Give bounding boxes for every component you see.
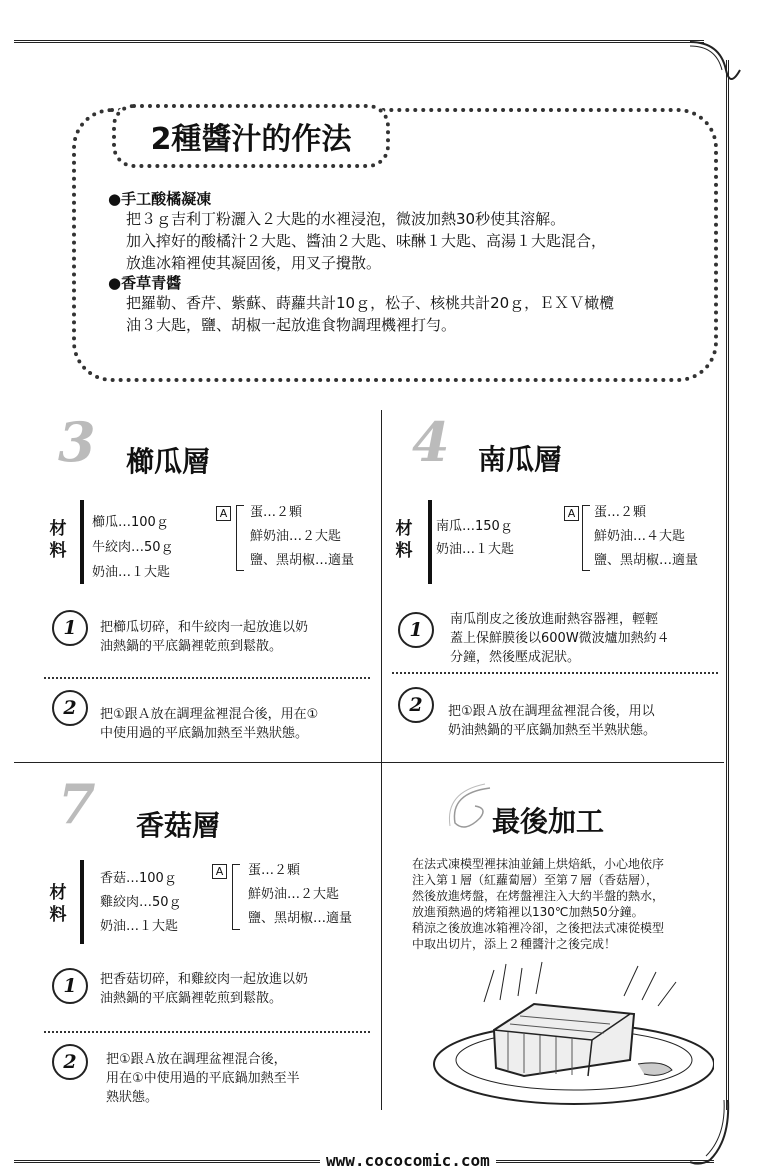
sauce1-line: 加入搾好的酸橘汁２大匙、醬油２大匙、味醂１大匙、高湯１大匙混合， [126,232,607,250]
group-item: 鹽、黑胡椒…適量 [594,553,699,568]
sauce1-line: 把３ｇ吉利丁粉灑入２大匙的水裡浸泡，微波加熱30秒使其溶解。 [126,210,566,228]
section-number: 7 [58,772,96,836]
swirl-decoration-icon [440,778,500,838]
ingredients-bar [80,500,84,584]
watermark: www.cococomic.com [320,1151,496,1171]
finish-text: 稍涼之後放進冰箱裡冷卻，之後把法式凍從模型 [412,921,665,935]
terrine-plate-illustration [424,960,714,1110]
step-text: 蓋上保鮮膜後以600W微波爐加熱約４ [450,631,670,646]
grid-horizontal-divider [14,762,724,763]
step-text: 把香菇切碎，和雞絞肉一起放進以奶 [100,972,309,987]
ingredients-label: 材料 [49,883,67,925]
frame-corner-ornament-bottom [690,1100,750,1170]
group-item: 鮮奶油…２大匙 [248,887,340,902]
group-a-tag: A [564,506,579,521]
ingredients-label: 材料 [395,519,413,561]
finish-text: 在法式凍模型裡抹油並鋪上烘焙紙，小心地依序 [412,857,665,871]
group-item: 蛋…２顆 [248,863,301,878]
step-text: 分鐘，然後壓成泥狀。 [450,650,581,665]
group-a-tag: A [216,506,231,521]
grid-vertical-divider [381,410,382,1110]
ingredient-item: 香菇…100ｇ [100,871,177,886]
ingredient-item: 奶油…１大匙 [436,542,515,557]
section-number: 4 [412,410,450,474]
sauce1-title: ●手工酸橘凝凍 [108,190,212,208]
ingredient-item: 奶油…１大匙 [92,565,171,580]
group-item: 鮮奶油…２大匙 [250,529,342,544]
step-text: 油熱鍋的平底鍋裡乾煎到鬆散。 [100,991,283,1006]
sauce2-line: 油３大匙，鹽、胡椒一起放進食物調理機裡打勻。 [126,316,457,334]
ingredient-item: 雞絞肉…50ｇ [100,895,182,910]
group-bracket [582,505,590,571]
group-item: 鹽、黑胡椒…適量 [250,553,355,568]
page-frame-right [726,60,729,1110]
ingredients-label: 材料 [49,519,67,561]
section-number: 3 [58,410,96,474]
step-divider [392,672,718,674]
ingredients-bar [80,860,84,944]
group-item: 蛋…２顆 [594,505,647,520]
group-bracket [236,505,244,571]
step-divider [44,677,370,679]
step-text: 把①跟Ａ放在調理盆裡混合後，用在① [100,707,319,722]
group-item: 鮮奶油…４大匙 [594,529,686,544]
frame-corner-ornament-top [690,30,750,90]
step-1-icon: 1 [52,968,88,1004]
sauce2-line: 把羅勒、香芹、紫蘇、蒔蘿共計10ｇ，松子、核桃共計20ｇ，ＥＸＶ橄欖 [126,294,615,312]
step-1-icon: 1 [52,610,88,646]
finish-text: 然後放進烤盤，在烤盤裡注入大約半盤的熱水， [412,889,665,903]
step-2-icon: 2 [52,690,88,726]
group-a-tag: A [212,864,227,879]
finish-text: 注入第１層（紅蘿蔔層）至第７層（香菇層）， [412,873,659,887]
sauce-title: 2種醬汁的作法 [112,104,390,168]
group-item: 蛋…２顆 [250,505,303,520]
group-item: 鹽、黑胡椒…適量 [248,911,353,926]
step-text: 中使用過的平底鍋加熱至半熟狀態。 [100,726,309,741]
section-title: 櫛瓜層 [126,445,211,478]
ingredients-bar [428,500,432,584]
sauce2-title: ●香草青醬 [108,274,182,292]
step-text: 用在①中使用過的平底鍋加熱至半 [106,1071,300,1086]
section-title: 香菇層 [136,809,221,842]
step-text: 把櫛瓜切碎，和牛絞肉一起放進以奶 [100,620,309,635]
ingredient-item: 櫛瓜…100ｇ [92,515,169,530]
ingredient-item: 奶油…１大匙 [100,919,179,934]
step-1-icon: 1 [398,612,434,648]
step-text: 南瓜削皮之後放進耐熱容器裡，輕輕 [450,612,659,627]
ingredient-item: 牛絞肉…50ｇ [92,540,174,555]
ingredient-item: 南瓜…150ｇ [436,519,513,534]
section-title: 最後加工 [492,805,605,838]
finish-text: 放進預熱過的烤箱裡以130℃加熱50分鐘。 [412,905,644,919]
step-2-icon: 2 [398,687,434,723]
step-text: 奶油熱鍋的平底鍋加熱至半熟狀態。 [448,723,657,738]
step-text: 熟狀態。 [106,1090,159,1105]
step-text: 把①跟Ａ放在調理盆裡混合後， [106,1052,287,1067]
finish-text: 中取出切片，添上２種醬汁之後完成！ [412,937,617,951]
section-title: 南瓜層 [478,443,563,476]
page-frame-top [14,40,704,43]
step-2-icon: 2 [52,1044,88,1080]
group-bracket [232,864,240,930]
step-divider [44,1031,370,1033]
sauce1-line: 放進冰箱裡使其凝固後，用叉子攪散。 [126,254,382,272]
step-text: 把①跟Ａ放在調理盆裡混合後，用以 [448,704,655,719]
step-text: 油熱鍋的平底鍋裡乾煎到鬆散。 [100,639,283,654]
